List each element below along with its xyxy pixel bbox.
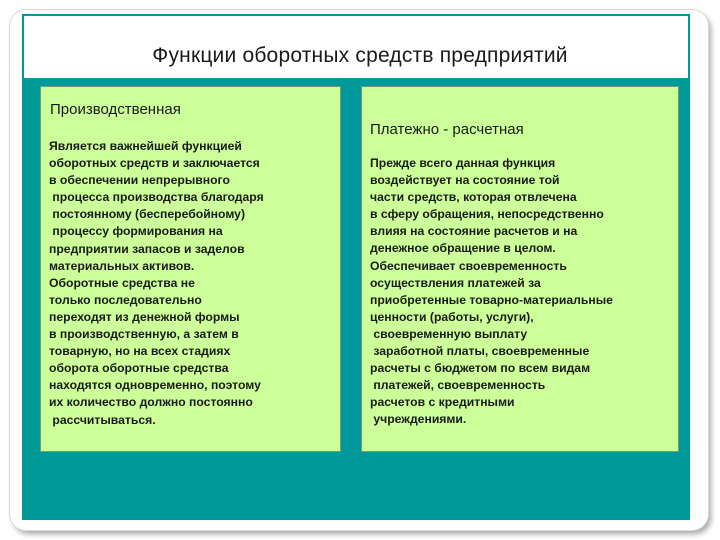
text-line: ценности (работы, услуги), (370, 309, 534, 324)
text-line: материальных активов. (49, 258, 195, 273)
text-line: постоянному (бесперебойному) (49, 207, 246, 222)
text-line: Оборотные средства не (49, 275, 195, 290)
payment-function-panel (361, 86, 679, 452)
production-function-text (49, 138, 264, 429)
text-line: своевременную выплату (370, 326, 528, 341)
text-line: в обеспечении непрерывного (49, 173, 230, 188)
text-line: предприятии запасов и заделов (49, 241, 245, 256)
text-line: рассчитываться. (49, 412, 156, 427)
text-line: в производственную, а затем в (49, 327, 239, 342)
text-line: заработной платы, своевременные (370, 344, 590, 359)
text-line: Обеспечивает своевременность (370, 258, 567, 273)
text-line: процессу формирования на (49, 224, 223, 239)
text-line: Прежде всего данная функция (370, 156, 556, 170)
text-line: учреждениями. (370, 412, 467, 427)
text-line: их количество должно постоянно (49, 395, 253, 410)
text-line: осуществления платежей за (370, 275, 541, 290)
text-line: платежей, своевременность (370, 378, 546, 393)
production-function-panel (40, 86, 341, 452)
payment-function-heading: Платежно - расчетная (370, 121, 524, 138)
text-line: денежное обращение в целом. (370, 241, 556, 256)
text-line: Является важнейшей функцией (49, 139, 242, 153)
text-line: товарную, но на всех стадиях (49, 344, 231, 359)
payment-function-text (370, 155, 613, 429)
text-line: части средств, которая отвлечена (370, 190, 577, 205)
text-line: переходят из денежной формы (49, 309, 240, 324)
text-line: расчетов с кредитными (370, 395, 515, 410)
text-line: процесса производства благодаря (49, 190, 264, 205)
text-line: находятся одновременно, поэтому (49, 378, 261, 393)
slide-title: Функции оборотных средств предприятий (152, 44, 568, 67)
text-line: влияя на состояние расчетов и на (370, 224, 578, 239)
production-function-heading: Производственная (50, 101, 181, 118)
text-line: приобретенные товарно-материальные (370, 292, 613, 307)
text-line: в сферу обращения, непосредственно (370, 207, 604, 222)
text-line: оборотных средств и заключается (49, 156, 260, 171)
text-line: расчеты с бюджетом по всем видам (370, 361, 591, 376)
text-line: оборота оборотные средства (49, 361, 229, 376)
text-line: только последовательно (49, 292, 202, 307)
text-line: воздействует на состояние той (370, 173, 560, 188)
